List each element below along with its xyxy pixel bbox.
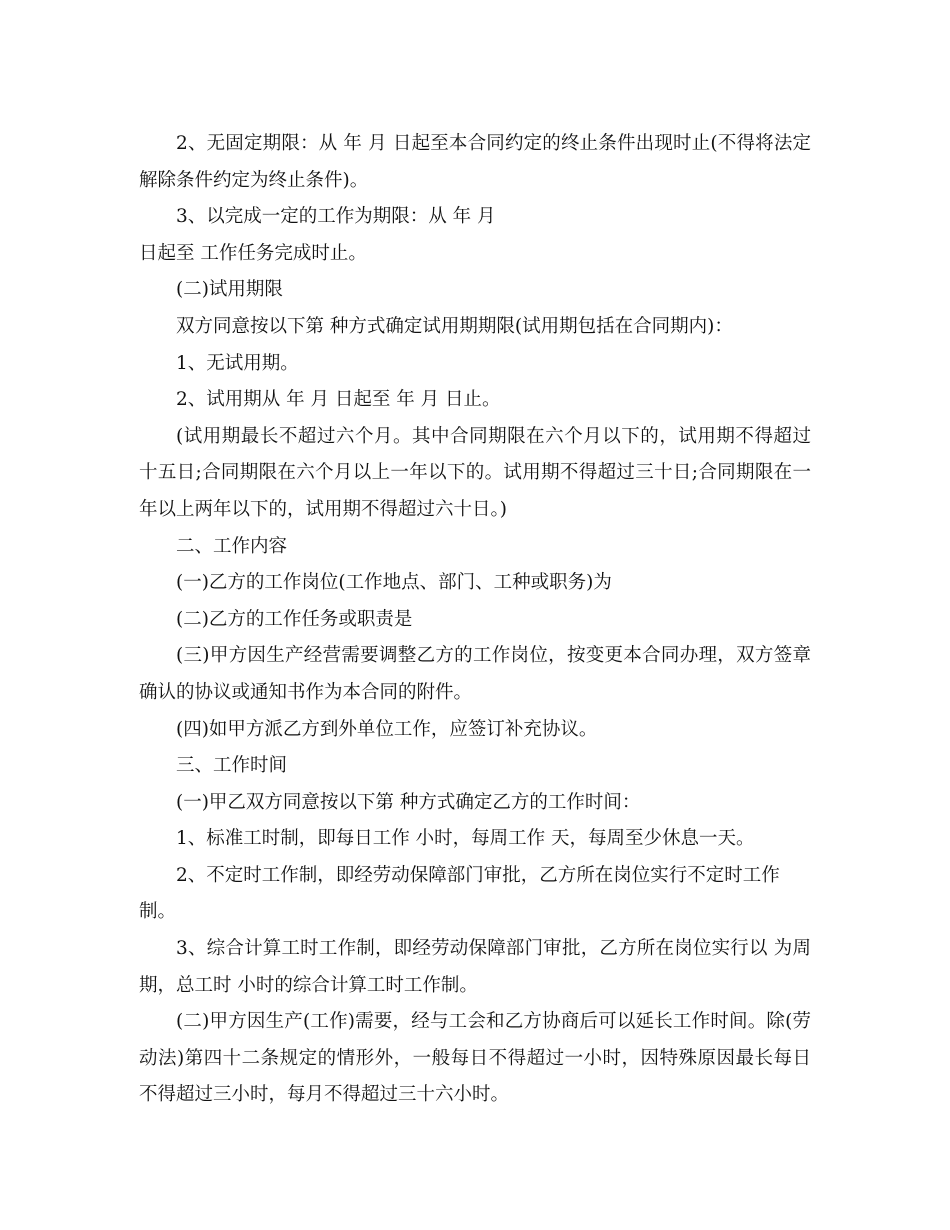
heading-probation: (二)试用期限 [176, 279, 283, 301]
paragraph-flexible-hours: 2、不定时工作制，即经劳动保障部门审批，乙方所在岗位实行不定时工作 [176, 864, 780, 886]
paragraph-flexible-hours-cont: 制。 [139, 901, 177, 923]
heading-work-time: 三、工作时间 [176, 755, 288, 777]
paragraph-fixed-term: 2、无固定期限：从 年 月 日起至本合同约定的终止条件出现时止(不得将法定解除条件约定为终止条件)。 [139, 133, 811, 191]
paragraph-comprehensive-hours: 3、综合计算工时工作制，即经劳动保障部门审批，乙方所在岗位实行以 为周期，总工时 小时的综合计算工时工作制。 [139, 938, 811, 996]
paragraph-post-adjust: (三)甲方因生产经营需要调整乙方的工作岗位，按变更本合同办理，双方签章确认的协议或通知书作为本合同的附件。 [139, 645, 811, 703]
paragraph-work-post: (一)乙方的工作岗位(工作地点、部门、工种或职务)为 [176, 572, 612, 594]
paragraph-probation-choice: 双方同意按以下第 种方式确定试用期期限(试用期包括在合同期内)： [176, 315, 733, 337]
heading-work-content: 二、工作内容 [176, 535, 288, 557]
paragraph-task-term-cont: 日起至 工作任务完成时止。 [139, 242, 367, 264]
paragraph-work-duty: (二)乙方的工作任务或职责是 [176, 608, 413, 630]
document-body [139, 126, 811, 1114]
paragraph-task-term: 3、以完成一定的工作为期限：从 年 月 [176, 206, 496, 228]
paragraph-probation-note: (试用期最长不超过六个月。其中合同期限在六个月以下的，试用期不得超过十五日;合同期限在六个月以上一年以下的。试用期不得超过三十日;合同期限在一年以上两年以下的，试用期不得超过六十日。) [139, 425, 811, 520]
paragraph-work-time-choice: (一)甲乙双方同意按以下第 种方式确定乙方的工作时间： [176, 791, 641, 813]
paragraph-no-probation: 1、无试用期。 [176, 352, 299, 374]
paragraph-overtime: (二)甲方因生产(工作)需要，经与工会和乙方协商后可以延长工作时间。除(劳动法)第四十二条规定的情形外，一般每日不得超过一小时，因特殊原因最长每日不得超过三小时，每月不得超过三十六小时。 [139, 1011, 811, 1106]
paragraph-external-assignment: (四)如甲方派乙方到外单位工作，应签订补充协议。 [176, 718, 598, 740]
paragraph-probation-period: 2、试用期从 年 月 日起至 年 月 日止。 [176, 389, 501, 411]
paragraph-standard-hours: 1、标准工时制，即每日工作 小时，每周工作 天，每周至少休息一天。 [176, 828, 755, 850]
